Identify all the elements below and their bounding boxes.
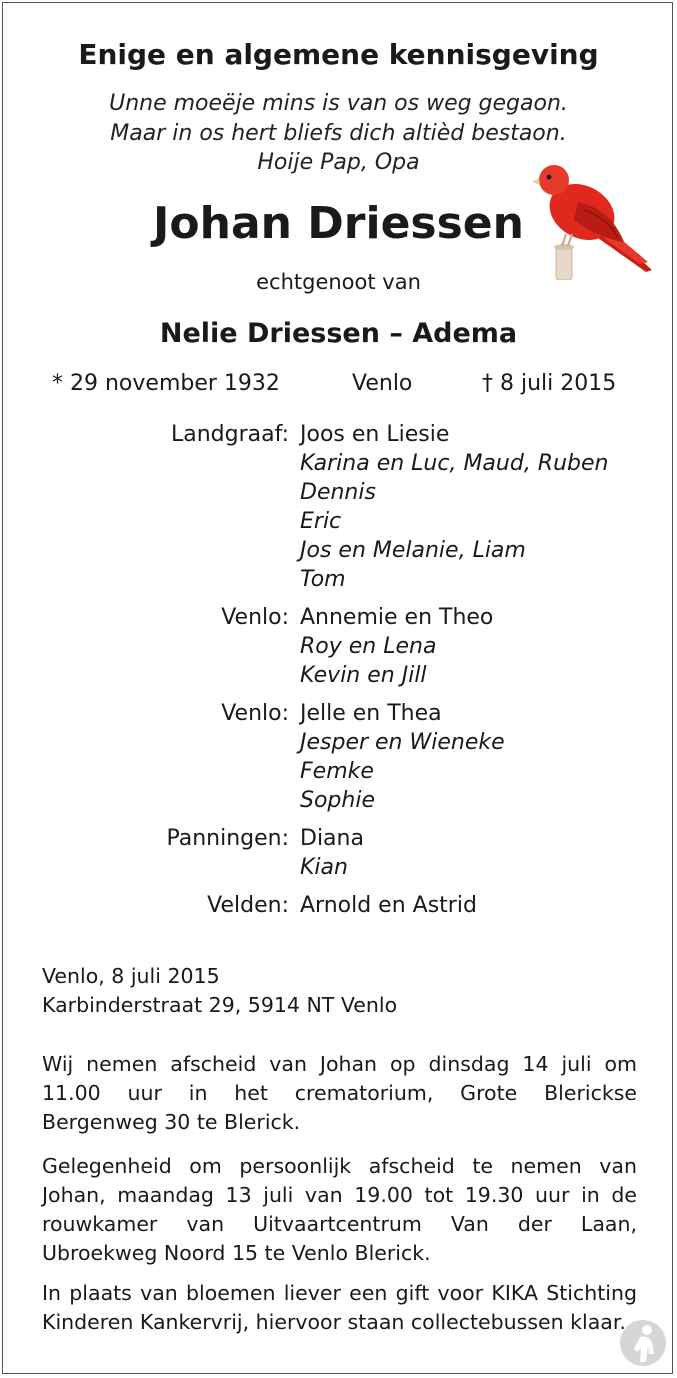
- person-silhouette-icon: [618, 1318, 668, 1368]
- family-location: Landgraaf:: [171, 422, 289, 447]
- family-descendant: Eric: [300, 509, 342, 534]
- family-member: Joos en Liesie: [300, 422, 450, 447]
- family-member: Diana: [300, 826, 364, 851]
- family-location: Panningen:: [166, 826, 289, 851]
- date-line: Venlo, 8 juli 2015: [42, 964, 220, 988]
- family-descendant: Dennis: [300, 480, 376, 505]
- family-location: Venlo:: [221, 605, 289, 630]
- family-descendant: Jos en Melanie, Liam: [300, 538, 526, 563]
- verse-line-3: Hoije Pap, Opa: [257, 150, 420, 175]
- family-location: Velden:: [207, 893, 289, 918]
- visitation-paragraph: Gelegenheid om persoonlijk afscheid te nemen van Johan, maandag 13 juli van 19.00 tot 19.30 uur in de rouwkamer van Uitvaartcentrum Van der Laan, Ubroekweg Noord 15 te Venlo Blerick.: [42, 1154, 637, 1265]
- family-descendant: Roy en Lena: [300, 634, 437, 659]
- spouse-label: echtgenoot van: [256, 270, 421, 294]
- place: Venlo: [352, 371, 413, 396]
- family-descendant: Jesper en Wieneke: [300, 730, 505, 755]
- verse-line-1: Unne moeëje mins is van os weg gegaon.: [109, 91, 568, 116]
- address-line: Karbinderstraat 29, 5914 NT Venlo: [42, 993, 398, 1017]
- family-descendant: Karina en Luc, Maud, Ruben: [300, 451, 609, 476]
- family-descendant: Kevin en Jill: [300, 663, 427, 688]
- family-member: Arnold en Astrid: [300, 893, 477, 918]
- family-descendant: Kian: [300, 855, 348, 880]
- family-member: Jelle en Thea: [300, 701, 442, 726]
- birth-date: * 29 november 1932: [52, 371, 280, 396]
- family-member: Annemie en Theo: [300, 605, 494, 630]
- ceremony-paragraph: Wij nemen afscheid van Johan op dinsdag 14 juli om 11.00 uur in het crematorium, Grote Blerickse Bergenweg 30 te Blerick.: [42, 1052, 637, 1134]
- spouse-name: Nelie Driessen – Adema: [159, 318, 518, 349]
- death-date: † 8 juli 2015: [482, 371, 617, 396]
- donation-paragraph: In plaats van bloemen liever een gift voor KIKA Stichting Kinderen Kankervrij, hiervoor staan collectebussen klaar.: [42, 1281, 637, 1334]
- notice-heading: Enige en algemene kennisgeving: [78, 38, 599, 71]
- family-location: Venlo:: [221, 701, 289, 726]
- family-descendant: Femke: [300, 759, 374, 784]
- family-descendant: Sophie: [300, 788, 375, 813]
- family-descendant: Tom: [300, 567, 346, 592]
- verse-line-2: Maar in os hert bliefs dich altièd bestaon.: [110, 121, 567, 146]
- deceased-name: Johan Driessen: [153, 198, 524, 249]
